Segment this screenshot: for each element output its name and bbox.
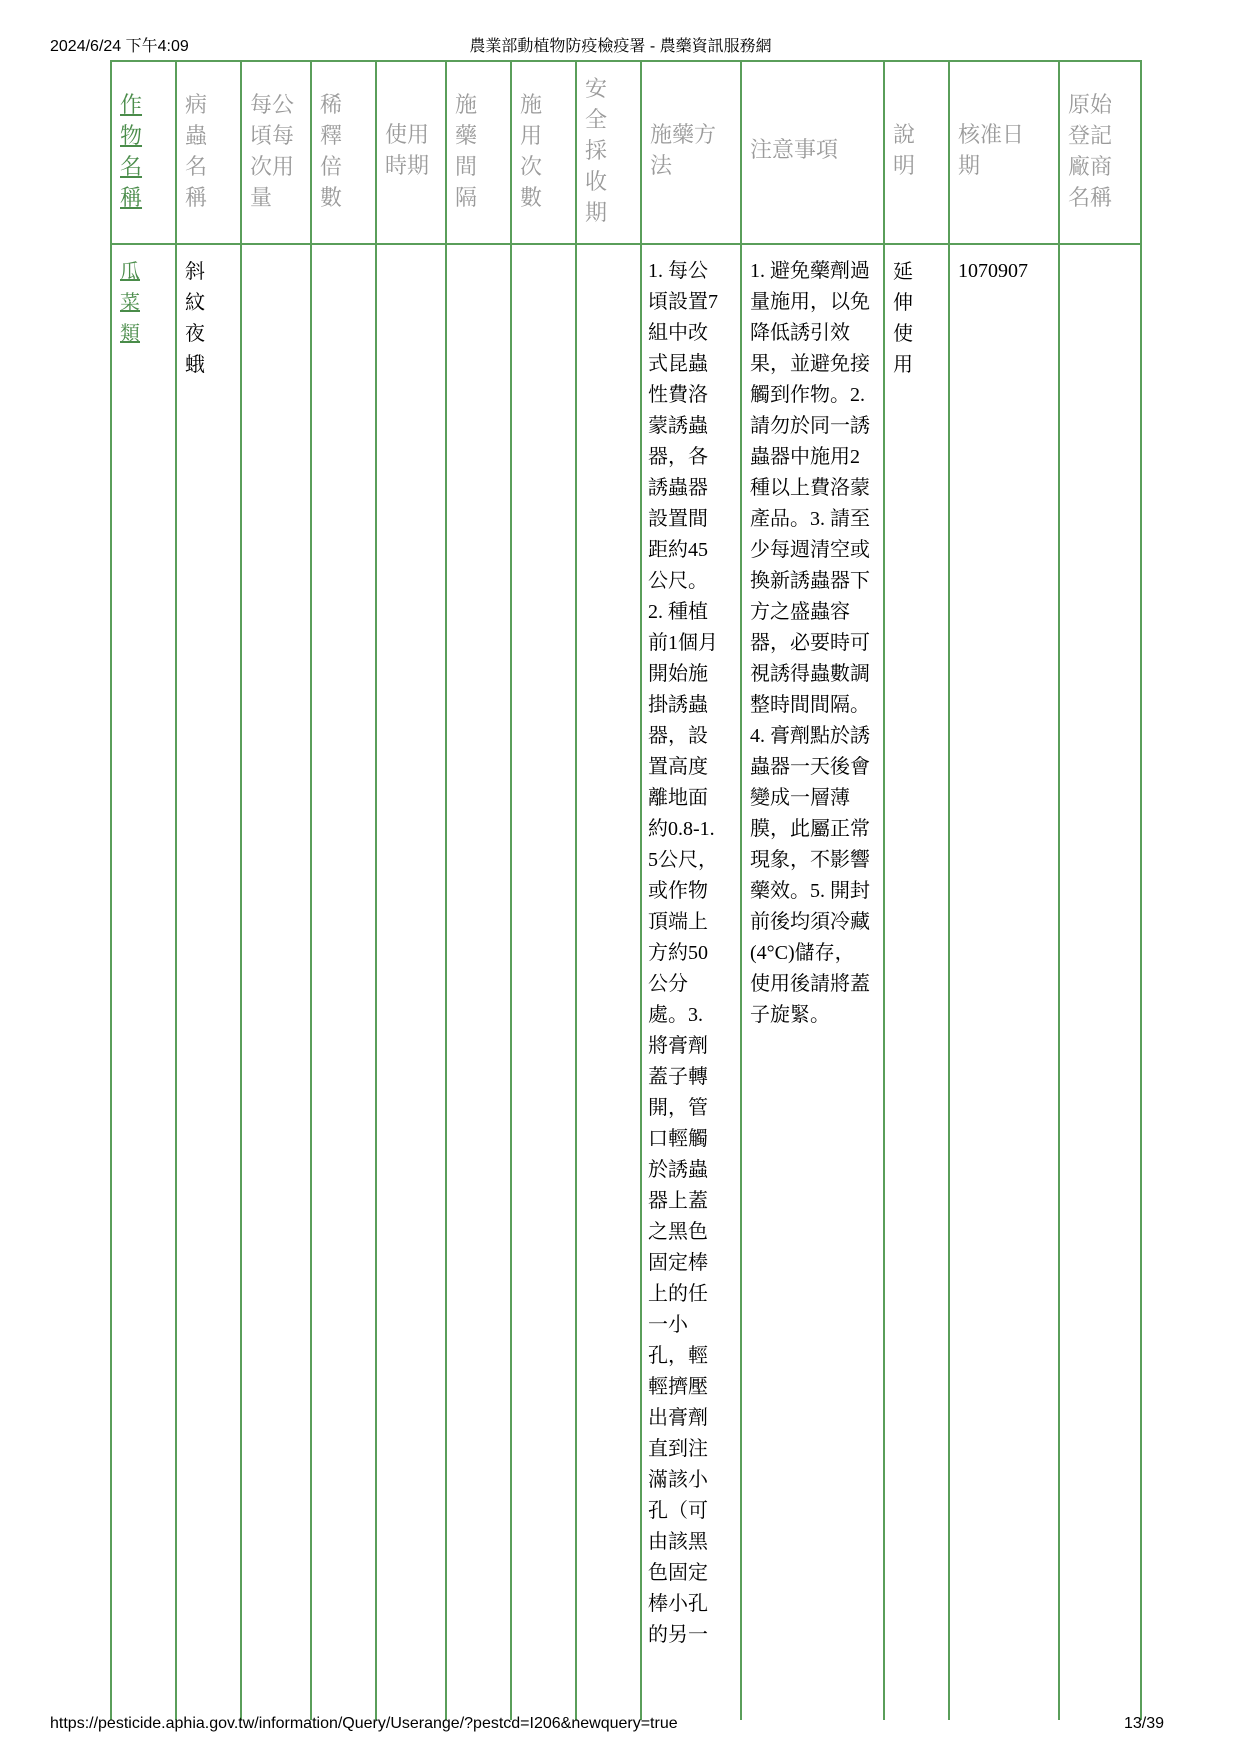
cell-notes: 1. 避免藥劑過量施用，以免降低誘引效果，並避免接觸到作物。2. 請勿於同一誘蟲器中施用2種以上費洛蒙產品。3. 請至少每週清空或換新誘蟲器下方之盛蟲容器，必要時可視誘得蟲數調整時間間隔。4. 膏劑點於誘蟲器一天後會變成一層薄膜，此屬正常現象，不影響藥效。5. 開封前後均須冷藏(4°C)儲存，使用後請將蓋子旋緊。 [750,260,870,1026]
cell-explain: 延伸使用 [893,259,913,376]
col-border [1140,60,1142,1720]
page-url: https://pesticide.aphia.gov.tw/information/Query/Userange/?pestcd=I206&newquery=true [50,1715,678,1732]
header-manufacturer: 原始登記廠商名稱 [1068,93,1113,211]
header-notes: 注意事項 [750,138,839,163]
col-border [445,60,447,1720]
col-border [640,60,642,1720]
header-interval: 施藥間隔 [455,93,478,211]
header-phi: 安全採收期 [585,77,608,226]
col-border [240,60,242,1720]
crop-link[interactable]: 瓜菜類 [120,259,140,345]
pesticide-usage-table [110,60,1142,1720]
page-title: 農業部動植物防疫檢疫署 - 農藥資訊服務網 [469,38,772,55]
col-border [1058,60,1060,1720]
header-dose: 每公頃每次用量 [250,93,295,211]
table-top-border [110,60,1142,62]
header-pest: 病蟲名稱 [185,93,208,211]
page-number: 13/39 [1123,1715,1164,1732]
header-crop-sort-link[interactable]: 作物名稱 [120,93,143,211]
header-crop[interactable] [120,90,144,214]
header-divider [110,243,1142,245]
header-approval: 核准日期 [958,123,1025,179]
cell-approval-date: 1070907 [958,260,1028,282]
col-border [175,60,177,1720]
header-timing: 使用時期 [385,123,430,179]
col-border [110,60,112,1720]
cell-pest: 斜紋夜蛾 [185,259,205,376]
cell-crop[interactable] [120,256,144,349]
col-border [575,60,577,1720]
header-method: 施藥方法 [650,123,717,179]
header-times: 施用次數 [520,93,543,211]
col-border [948,60,950,1720]
col-border [310,60,312,1720]
cell-method: 1. 每公頃設置7組中改式昆蟲性費洛蒙誘蟲器，各誘蟲器設置間距約45公尺。2. 種植前1個月開始施掛誘蟲器，設置高度離地面約0.8-1.5公尺，或作物頂端上方約50公分處。3. 將膏劑蓋子轉開，管口輕觸於誘蟲器上蓋之黑色固定棒上的任一小孔，輕輕擠壓出膏劑直到注滿該小孔（可由該黑色固定棒小孔的另一 [648,260,718,1646]
col-border [510,60,512,1720]
header-dilution: 稀釋倍數 [320,93,343,211]
col-border [883,60,885,1720]
print-datetime: 2024/6/24 下午4:09 [50,38,189,55]
header-explain: 說明 [893,123,916,179]
col-border [375,60,377,1720]
col-border [740,60,742,1720]
